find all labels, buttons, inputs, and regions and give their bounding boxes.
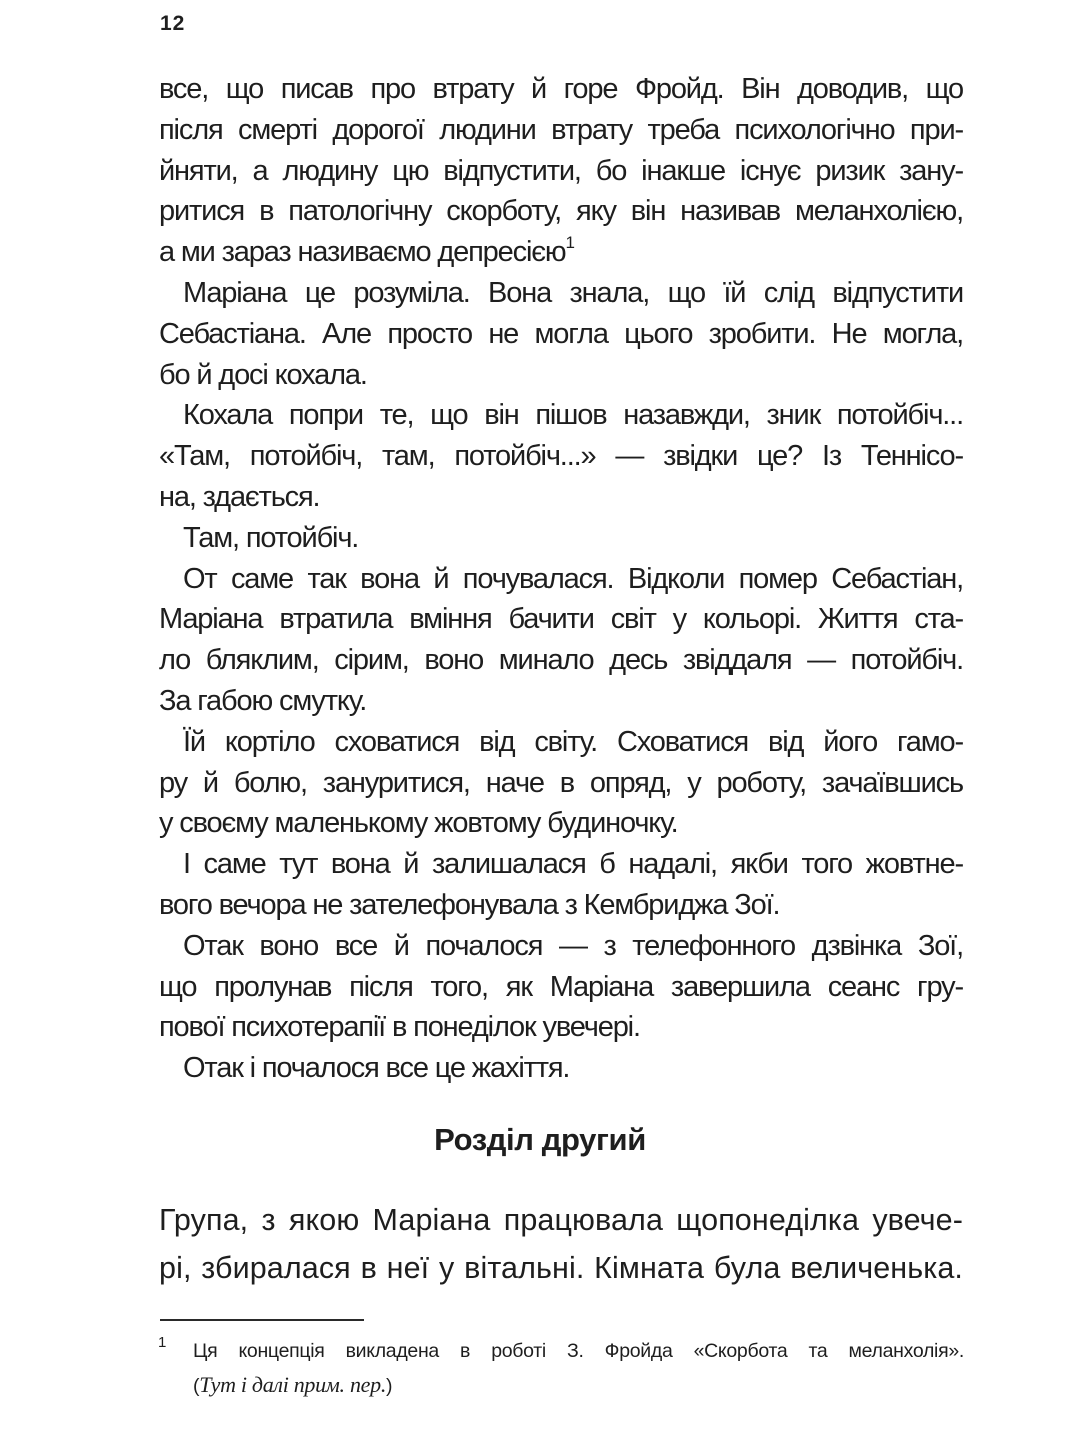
text-line [159,885,963,926]
line-text: бо й досі кохала. [159,358,367,391]
text-line [159,763,963,804]
text-line [159,69,963,110]
text-line [159,436,963,477]
line-text: у своєму маленькому жовтому будиночку. [159,807,678,840]
page-number: 12 [160,12,186,35]
text-line [159,681,963,722]
line-text: От саме так вона й почувалася. Відколи помер Себастіан, [183,562,963,595]
text-line [159,599,963,640]
line-text: ло бляклим, сірим, воно минало десь звіддаля — потойбіч. [159,644,963,677]
text-line [159,844,963,885]
text-line [159,395,963,436]
line-text: а ми зараз називаємо депресією [159,236,566,269]
text-line [159,803,963,844]
text-line [159,191,963,232]
footnote-text-line: Ця концепція викладена в роботі З. Фройда «Скорбота та меланхолія». [193,1340,964,1362]
line-text: все, що писав про втрату й горе Фройд. Він доводив, що [159,73,963,105]
footnote-number: 1 [158,1334,167,1351]
line-text: вого вечора не зателефонувала з Кембриджа Зої. [159,888,780,921]
line-text: Отак і почалося все це жахіття. [183,1052,570,1085]
line-text: Маріана це розуміла. Вона знала, що їй слід відпустити [183,276,963,309]
chapter-opening-text [159,1196,963,1292]
footnote-translator-note: Тут і далі прим. пер. [199,1372,387,1397]
line-text: За габою смутку. [159,684,367,717]
text-line [159,355,963,396]
footnote-divider [160,1319,364,1321]
line-text: Отак воно все й почалося — з телефонного дзвінка Зої, [183,929,963,962]
footnote [158,1334,964,1402]
line-text: Себастіана. Але просто не могла цього зробити. Не могла, [159,317,963,350]
body-text [159,69,963,1089]
line-text: Кохала попри те, що він пішов назавжди, зник потойбіч... [183,399,963,432]
line-text: Їй кортіло сховатися від світу. Сховатися від його гамо- [183,725,963,758]
footnote-reference[interactable]: 1 [565,233,576,253]
text-line [159,151,963,192]
line-text: на, здається. [159,480,320,513]
text-line [159,1048,963,1089]
text-line [159,518,963,559]
text-line [159,314,963,355]
line-text: Там, потойбіч. [183,521,359,554]
text-line [159,722,963,763]
text-line [159,273,963,314]
line-text: що пролунав після того, як Маріана завершила сеанс гру- [159,970,963,1003]
text-line [159,1007,963,1048]
text-line [159,559,963,600]
line-text: після смерті дорогої людини втрату треба психологічно при- [159,113,963,146]
chapter-title: Розділ другий [434,1122,646,1157]
line-text: рі, збиралася в неї у вітальні. Кімната була величенька. [159,1251,963,1285]
footnote-paren-close: ) [386,1375,393,1397]
footnote-paren-open: ( [193,1375,200,1397]
footnote-note-line [193,1368,964,1402]
text-line [159,1196,963,1244]
line-text: І саме тут вона й залишалася б надалі, якби того жовтне- [183,848,963,881]
text-line [159,110,963,151]
line-text: Група, з якою Маріана працювала щопонеділка увече- [159,1203,963,1237]
line-text: пової психотерапії в понеділок увечері. [159,1011,640,1044]
line-text: ритися в патологічну скорботу, яку він називав меланхолією, [159,195,963,228]
line-text: ру й болю, зануритися, наче в опряд, у роботу, зачаївшись [159,766,963,799]
text-line [159,967,963,1008]
line-text: йняти, а людину цю відпустити, бо інакше існує ризик зану- [159,154,963,187]
text-line [159,926,963,967]
text-line [159,477,963,518]
text-line [159,1244,963,1292]
line-text: «Там, потойбіч, там, потойбіч...» — звідки це? Із Теннісо- [159,440,963,473]
line-text: Маріана втратила вміння бачити світ у кольорі. Життя ста- [159,603,963,636]
text-line [159,232,963,273]
text-line [159,640,963,681]
